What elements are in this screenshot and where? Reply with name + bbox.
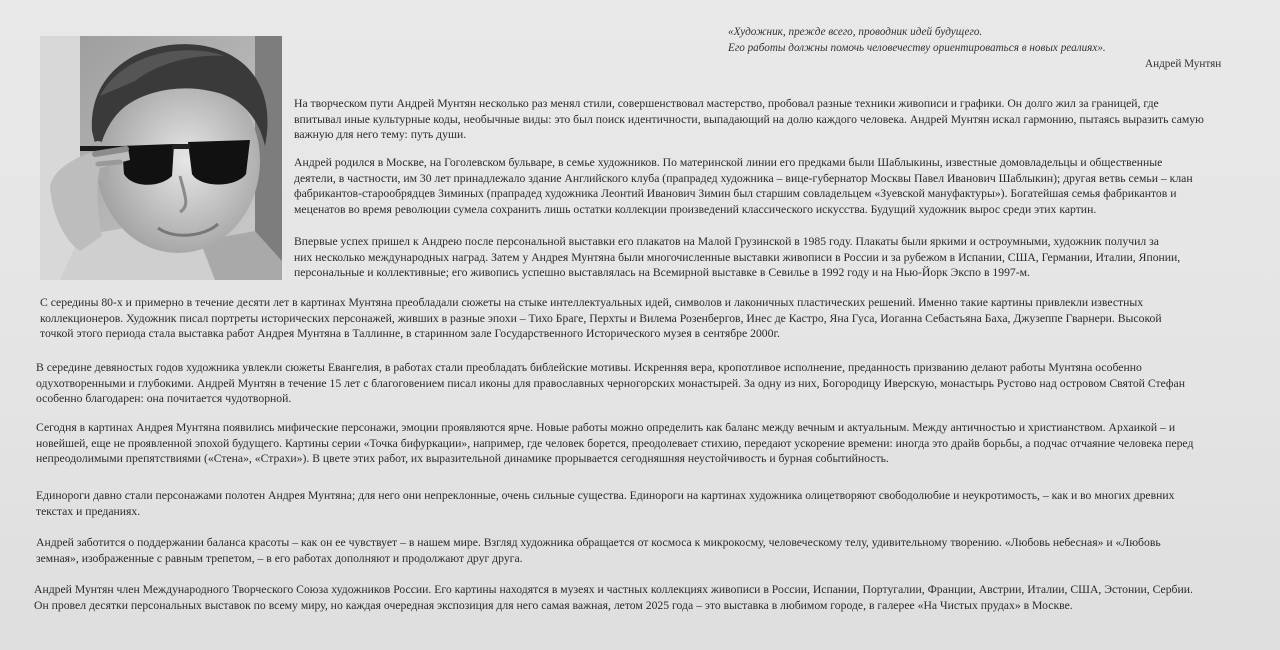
quote-author: Андрей Мунтян <box>1145 58 1222 70</box>
text-line: важную для него тему: путь души. <box>294 128 467 142</box>
text-line: деятели, в частности, им 30 лет принадлежало здание Английского клуба (прапрадед художника – вице-губернатор Москвы Павел Иванович Шаблыкин); другая ветвь семьи – клан <box>294 171 1193 185</box>
text-line: Сегодня в картинах Андрея Мунтяна появились мифические персонажи, эмоции проявляются ярче. Новые работы можно определить как баланс между вечным и актуальным. Между античностью и христианством. Архаикой – и <box>36 421 1176 434</box>
text-line: персональные и коллективные; его живопись успешно выставлялась на Всемирной выставке в Севилье в 1992 году и на Нью-Йорк Экспо в 1997-м. <box>294 266 1030 280</box>
bio-paragraph <box>36 535 1161 566</box>
text-line: С середины 80-х и примерно в течение десяти лет в картинах Мунтяна преобладали сюжеты на стыке интеллектуальных идей, символов и лаконичных пластических решений. Именно такие картины привлекли известных <box>40 296 1144 309</box>
bio-paragraph <box>36 420 1193 467</box>
text-line: фабрикантов-старообрядцев Зиминых (прапрадед художника Леонтий Иванович Зимин был старшим совладельцем «Зуевской мануфактуры»). Богатейшая семья фабрикантов и <box>294 187 1177 201</box>
text-line: земная», изображенные с равным трепетом, – в его работах дополняют и продолжают друг друга. <box>36 551 523 565</box>
quote-line-2: Его работы должны помочь человечеству ориентироваться в новых реалиях». <box>728 42 1106 54</box>
text-line: непреодолимыми препятствиями («Стена», «Страхи»). В цвете этих работ, их выразительной динамике прорывается сегодняшняя неустойчивость и бурная событийность. <box>36 452 889 466</box>
quote-line-1: «Художник, прежде всего, проводник идей будущего. <box>728 26 983 38</box>
text-line: новейшей, еще не проявленной эпохой будущего. Картины серии «Точка бифуркации», например, где человек борется, преодолевает стихию, передают ускорение времени: иногда это драйв борьбы, а подчас отчаяние человека перед <box>36 436 1194 450</box>
artist-portrait-photo <box>40 36 282 280</box>
text-line: Андрей Мунтян член Международного Творческого Союза художников России. Его картины находятся в музеях и частных коллекциях живописи в России, Испании, Португалии, Франции, Австрии, Италии, США, Эстонии, Сербии. <box>34 583 1193 596</box>
bio-paragraph <box>36 488 1174 519</box>
text-line: Единороги давно стали персонажами полотен Андрея Мунтяна; для него они непреклонные, очень сильные существа. Единороги на картинах художника олицетворяют свободолюбие и неукротимость, – как и во многих древних <box>36 489 1175 502</box>
text-line: точкой этого периода стала выставка работ Андрея Мунтяна в Таллинне, в старинном зале Государственного Исторического музея в сентябре 2000г. <box>40 327 780 341</box>
text-line: Он провел десятки персональных выставок по всему миру, но каждая очередная экспозиция для него самая важная, летом 2025 года – это выставка в любимом городе, в галерее «На Чистых прудах» в Москве. <box>34 598 1073 612</box>
bio-paragraph <box>294 96 1204 143</box>
artist-quote <box>728 24 1268 70</box>
bio-paragraph <box>294 155 1193 217</box>
text-line: впитывал иные культурные коды, необычные виды: это был поиск идентичности, выпадающий на долю каждого человека. Андрей Мунтян искал гармонию, пытаясь выразить самую <box>294 112 1204 126</box>
text-line: Впервые успех пришел к Андрею после персональной выставки его плакатов на Малой Грузинской в 1985 году. Плакаты были яркими и остроумными, художник получил за <box>294 235 1159 248</box>
text-line: текстах и преданиях. <box>36 504 141 518</box>
text-line: Андрей родился в Москве, на Гоголевском бульваре, в семье художников. По материнской линии его предками были Шаблыкины, известные домовладельцы и общественные <box>294 156 1163 169</box>
text-line: коллекционеров. Художник писал портреты исторических персонажей, живших в разные эпохи – Тихо Браге, Перхты и Вилема Розенбергов, Инес де Кастро, Яна Гуса, Иоганна Себастьяна Баха, Джузеппе Гварнери. Высокой <box>40 311 1162 325</box>
text-line: На творческом пути Андрей Мунтян несколько раз менял стили, совершенствовал мастерство, пробовал разные техники живописи и графики. Он долго жил за границей, где <box>294 97 1159 110</box>
text-line: Андрей заботится о поддержании баланса красоты – как он ее чувствует – в нашем мире. Взгляд художника обращается от космоса к микрокосму, человеческому телу, удивительному творению. «Любовь небесная» и «Любовь <box>36 536 1161 549</box>
bio-paragraph <box>34 582 1193 613</box>
text-line: меценатов во время революции сумела сохранить лишь остатки коллекции произведений классического искусства. Будущий художник вырос среди этих картин. <box>294 202 1097 216</box>
bio-paragraph <box>36 360 1185 407</box>
text-line: одухотворенными и глубокими. Андрей Мунтян в течение 15 лет с благоговением писал иконы для православных черногорских монастырей. За одну из них, Богородицу Иверскую, монастырь Рустово над островом Святой Стефан <box>36 376 1185 390</box>
text-line: В середине девяностых годов художника увлекли сюжеты Евангелия, в работах стали преобладать библейские мотивы. Искренняя вера, кропотливое исполнение, преданность призванию делают работы Мунтяна особенно <box>36 361 1142 374</box>
text-line: особенно благодарен: она почитается чудотворной. <box>36 392 292 406</box>
text-line: них несколько международных наград. Затем у Андрея Мунтяна были многочисленные выставки живописи в России и за рубежом в Испании, США, Германии, Италии, Японии, <box>294 250 1181 264</box>
bio-paragraph <box>40 295 1162 342</box>
bio-paragraph <box>294 234 1180 281</box>
